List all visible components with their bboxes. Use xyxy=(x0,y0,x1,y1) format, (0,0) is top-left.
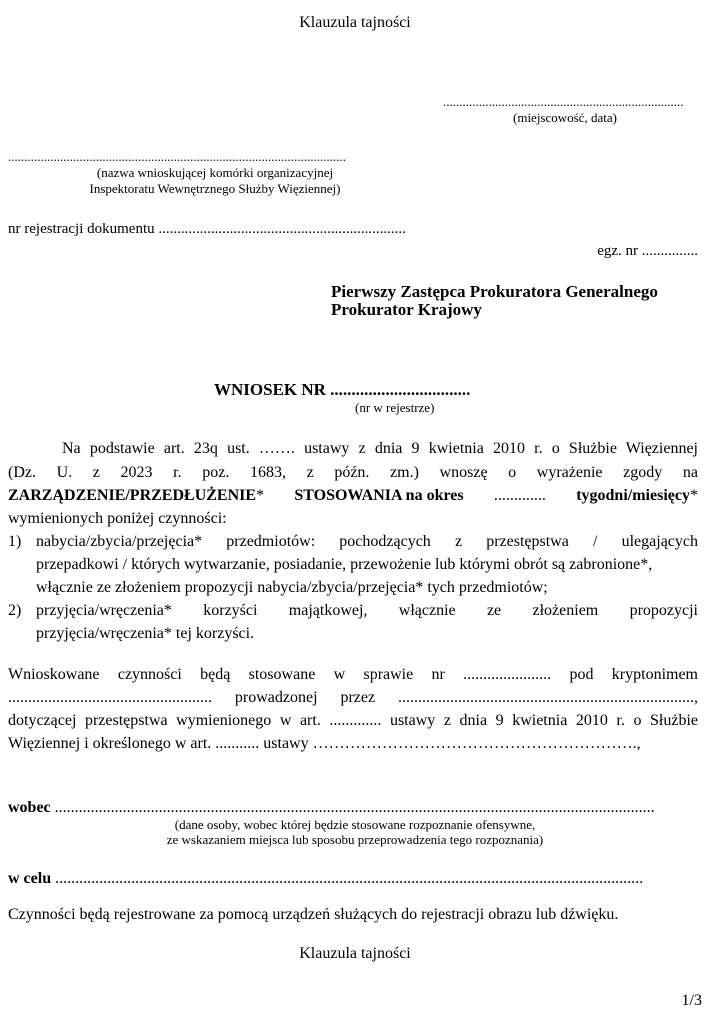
place-date-caption: (miejscowość, data) xyxy=(513,110,617,125)
list-item-2-number: 2) xyxy=(8,602,22,619)
unit-caption-1: (nazwa wnioskującej komórki organizacyjnej xyxy=(96,165,334,180)
copy-number: egz. nr ............... xyxy=(597,243,698,259)
target-person-caption-2: ze wskazaniem miejsca lub sposobu przeprowadzenia tego rozpoznania) xyxy=(166,832,544,847)
footnote-star: * xyxy=(689,487,698,504)
list-item-2-line-1: przyjęcia/wręczenia* korzyści majątkowej, włącznie ze złożeniem propozycji xyxy=(36,602,698,619)
paragraph-1-line-2: (Dz. U. z 2023 r. poz. 1683, z późn. zm.) wnoszę o wyrażenie zgody na xyxy=(8,464,698,481)
paragraph-1-line-3 xyxy=(8,485,698,507)
paragraph-1-line-1: Na podstawie art. 23q ust. ……. ustawy z dnia 9 kwietnia 2010 r. o Służbie Więziennej xyxy=(62,440,698,457)
paragraph-1-line-4: wymienionych poniżej czynności: xyxy=(8,510,227,527)
purpose-label: w celu xyxy=(8,870,52,887)
period-field: ............. xyxy=(493,487,546,504)
list-item-1-line-2: przepadkowi / których wytwarzanie, posiadanie, przewożenie lub którymi obrót są zabronione*, xyxy=(36,556,653,573)
place-date-field: .......................................................................... xyxy=(443,94,684,109)
list-item-1-line-1: nabycia/zbycia/przejęcia* przedmiotów: pochodzących z przestępstwa / ulegających xyxy=(36,533,698,550)
closing-statement: Czynności będą rejestrowane za pomocą urządzeń służących do rejestracji obrazu lub dźwięku. xyxy=(8,906,619,923)
target-person-label: wobec xyxy=(8,799,51,816)
footnote-star: * xyxy=(256,487,265,504)
classification-header: Klauzula tajności xyxy=(299,14,411,31)
paragraph-2-line-2: ................................................... prowadzonej przez .........................................................................., xyxy=(8,689,698,706)
classification-footer: Klauzula tajności xyxy=(299,945,411,962)
list-item-1-number: 1) xyxy=(8,533,22,550)
list-item-1-line-3: włącznie ze złożeniem propozycji nabycia/zbycia/przejęcia* tych przedmiotów; xyxy=(36,579,548,596)
title-caption: (nr w rejestrze) xyxy=(355,400,435,415)
purpose-field xyxy=(8,868,643,890)
list-item-2-line-2: przyjęcia/wręczenia* tej korzyści. xyxy=(36,625,255,642)
target-person-dots: ...................................................................................................................................................... xyxy=(54,799,655,816)
paragraph-2-line-4: Więziennej i określonego w art. ........... ustawy ……………………………………………………., xyxy=(8,735,641,752)
target-person-field xyxy=(8,797,655,819)
period-unit-label: tygodni/miesięcy xyxy=(576,487,690,504)
page-number: 1/3 xyxy=(681,992,702,1009)
paragraph-2-line-1: Wnioskowane czynności będą stosowane w sprawie nr ...................... pod kryptonimem xyxy=(8,666,698,683)
document-title: WNIOSEK NR ................................. xyxy=(214,380,471,399)
paragraph-2-line-3: dotyczącej przestępstwa wymienionego w art. ............. ustawy z dnia 9 kwietnia 2010 r. o Służbie xyxy=(8,712,698,729)
unit-field: ........................................................................................................ xyxy=(8,149,346,164)
purpose-dots: ................................................................................................................................................... xyxy=(55,870,644,887)
target-person-caption-1: (dane osoby, wobec której będzie stosowane rozpoznanie ofensywne, xyxy=(174,817,536,832)
addressee-line-1: Pierwszy Zastępca Prokuratora Generalnego xyxy=(331,282,658,301)
addressee-line-2: Prokurator Krajowy xyxy=(331,300,482,319)
application-period-label: STOSOWANIA na okres xyxy=(294,487,464,504)
order-extension-label: ZARZĄDZENIE/PRZEDŁUŻENIE xyxy=(8,487,257,504)
registration-number: nr rejestracji dokumentu .................................................................. xyxy=(8,221,406,237)
unit-caption-2: Inspektoratu Wewnętrznego Służby Więziennej) xyxy=(89,181,341,196)
